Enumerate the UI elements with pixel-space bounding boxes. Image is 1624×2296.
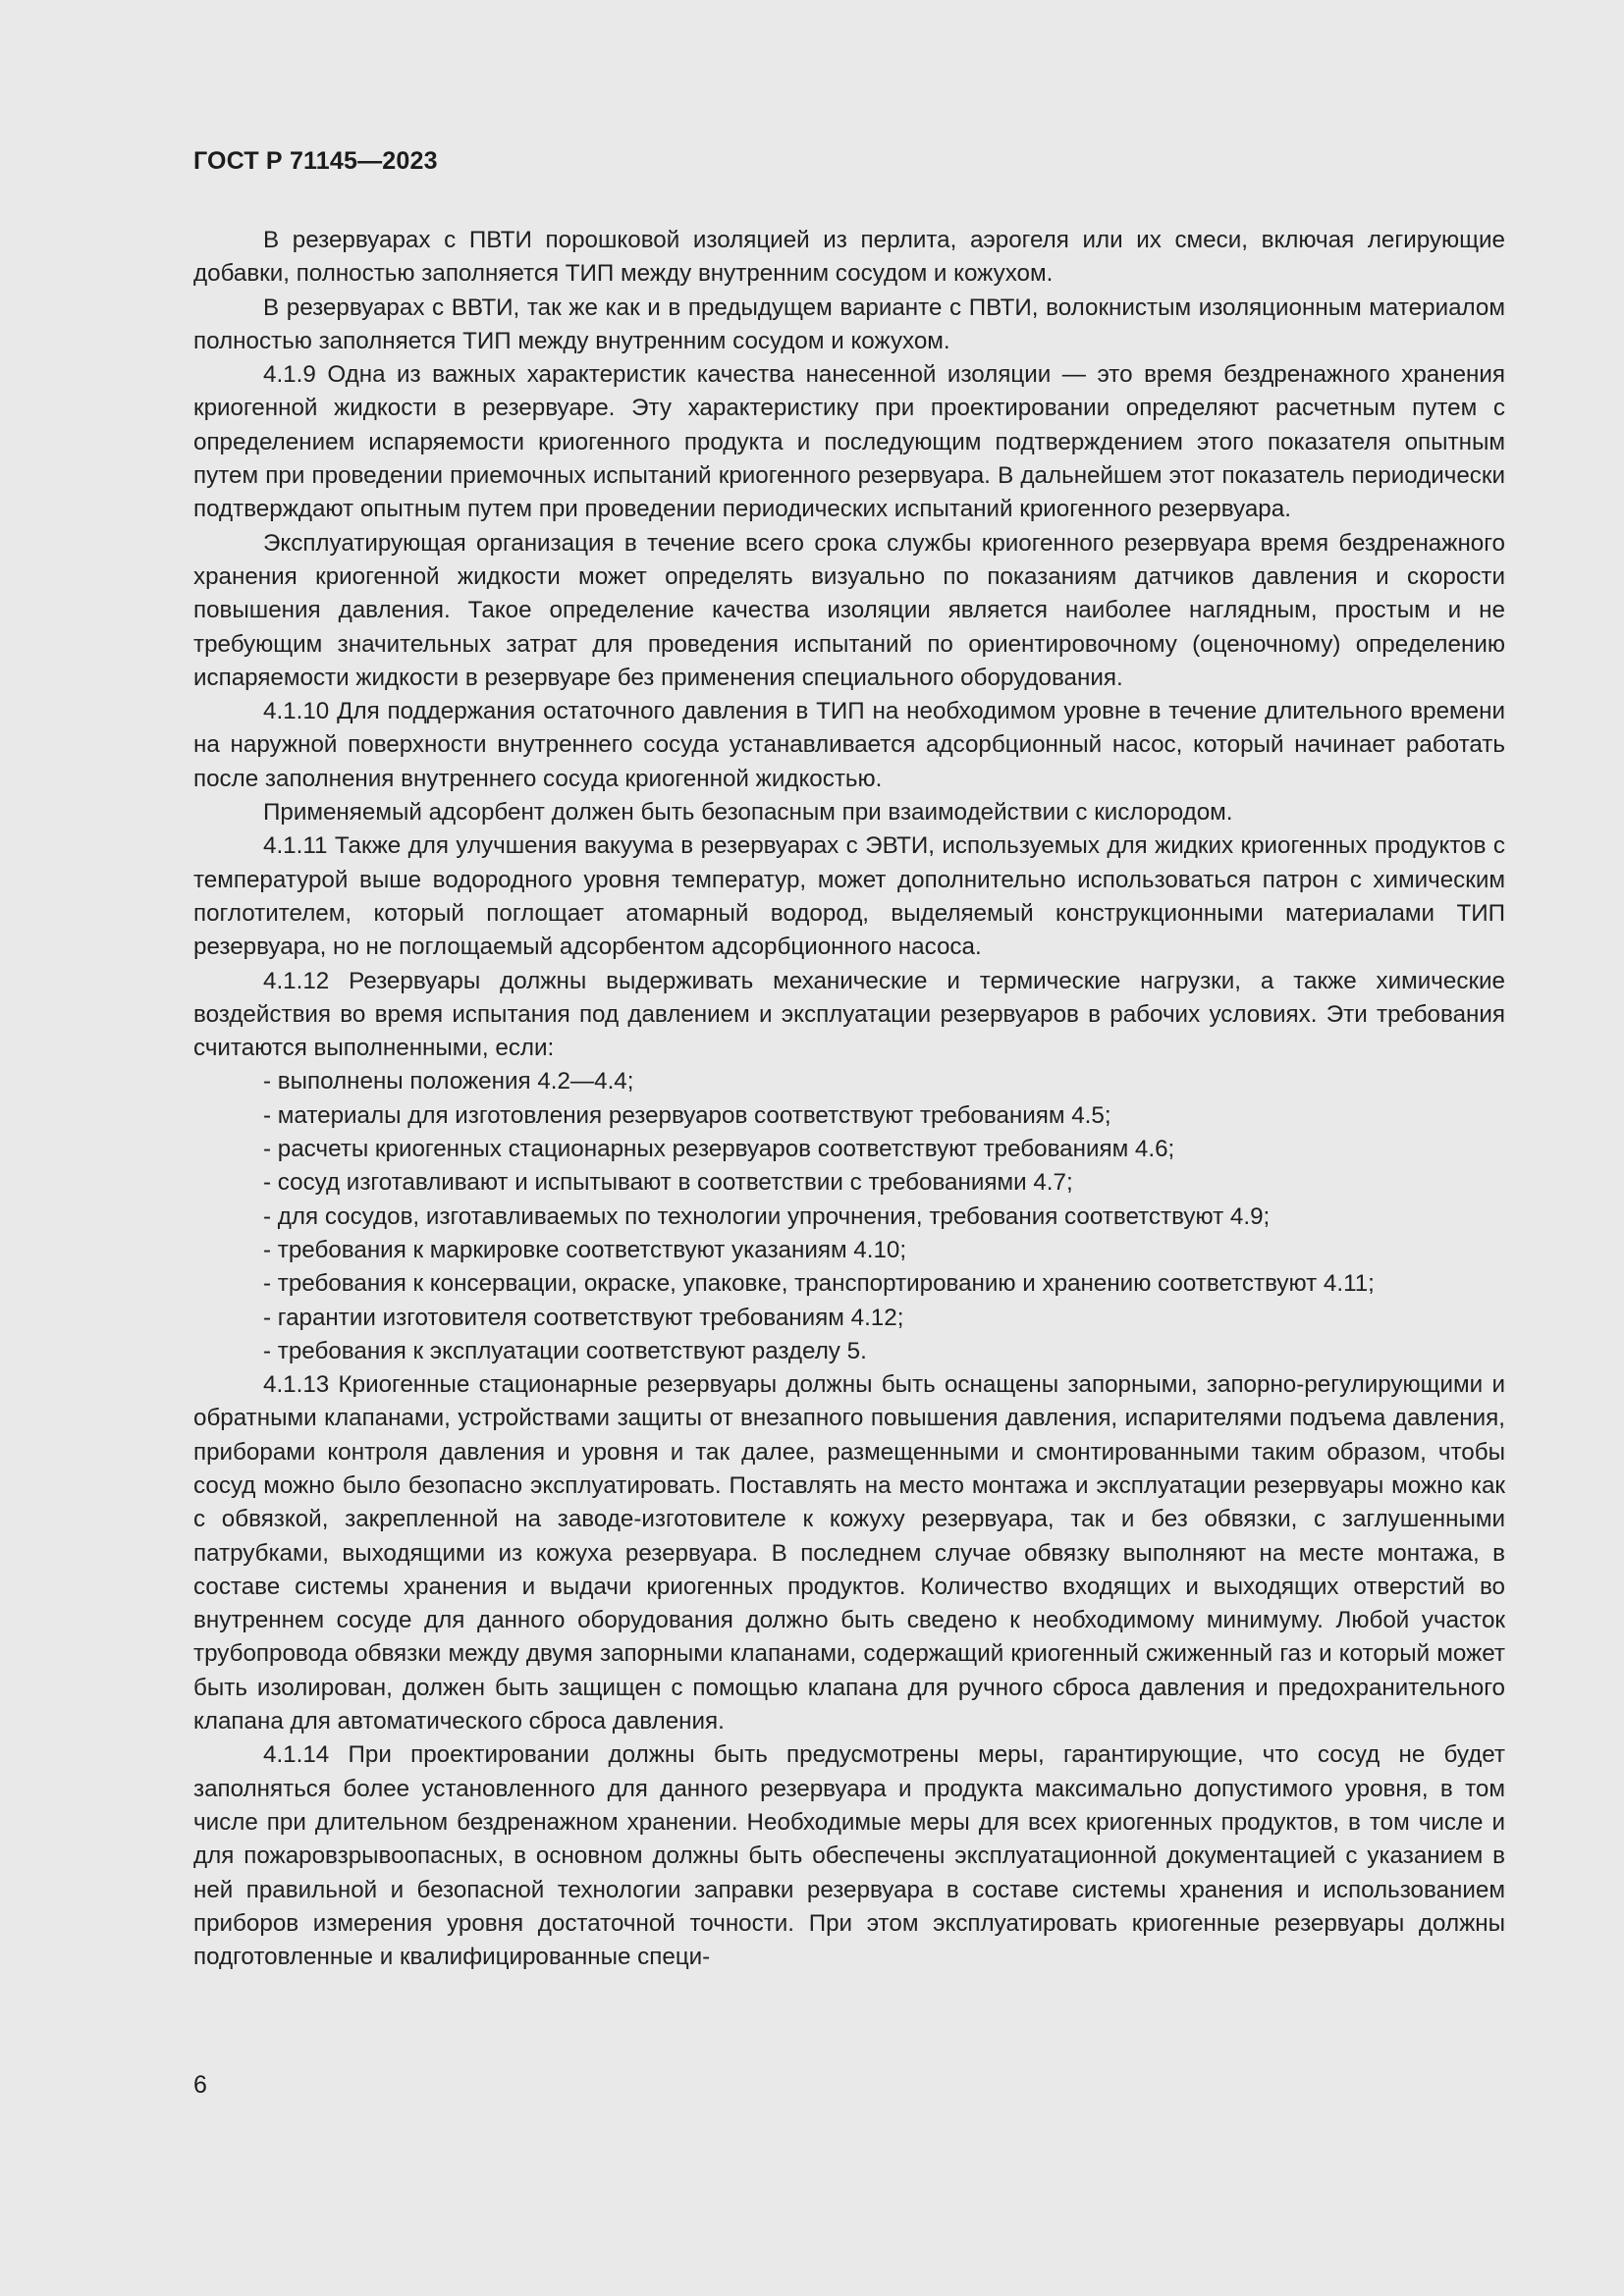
paragraph-vvti: В резервуарах с ВВТИ, так же как и в предыдущем варианте с ПВТИ, волокнистым изоляционным материалом полностью заполняется ТИП между внутренним сосудом и кожухом. — [193, 294, 1505, 354]
paragraph-4-1-12: 4.1.12 Резервуары должны выдерживать механические и термические нагрузки, а также химические воздействия во время испытания под давлением и эксплуатации резервуаров в рабочих условиях. Эти требования считаются выполненными, если: — [193, 967, 1505, 1062]
paragraph-4-1-13: 4.1.13 Криогенные стационарные резервуары должны быть оснащены запорными, запорно-регулирующими и обратными клапанами, устройствами защиты от внезапного повышения давления, испарителями подъема давления, приборами контроля давления и уровня и так далее, размещенными и смонтированными таким образом, чтобы сосуд можно было безопасно эксплуатировать. Поставлять на место монтажа и эксплуатации резервуары можно как с обвязкой, закрепленной на заводе-изготовителе к кожуху резервуара, так и без обвязки, с заглушенными патрубками, выходящими из кожуха резервуара. В последнем случае обвязку выполняют на месте монтажа, в составе системы хранения и выдачи криогенных продуктов. Количество входящих и выходящих отверстий во внутреннем сосуде для данного оборудования должно быть сведено к необходимому минимуму. Любой участок трубопровода обвязки между двумя запорными клапанами, содержащий криогенный сжиженный газ и который может быть изолирован, должен быть защищен с помощью клапана для ручного сброса давления и предохранительного клапана для автоматического сброса давления. — [193, 1371, 1505, 1735]
document-body — [193, 224, 1505, 1974]
paragraph-4-1-10: 4.1.10 Для поддержания остаточного давления в ТИП на необходимом уровне в течение длительного времени на наружной поверхности внутреннего сосуда устанавливается адсорбционный насос, который начинает работать после заполнения внутреннего сосуда криогенной жидкостью. — [193, 698, 1505, 792]
paragraph-4-1-9: 4.1.9 Одна из важных характеристик качества нанесенной изоляции — это время бездренажного хранения криогенной жидкости в резервуаре. Эту характеристику при проектировании определяют расчетным путем с определением испаряемости криогенного продукта и последующим подтверждением этого показателя опытным путем при проведении приемочных испытаний криогенного резервуара. В дальнейшем этот показатель периодически подтверждают опытным путем при проведении периодических испытаний криогенного резервуара. — [193, 361, 1505, 523]
list-item: - сосуд изготавливают и испытывают в соответствии с требованиями 4.7; — [263, 1169, 1073, 1197]
list-item: - расчеты криогенных стационарных резервуаров соответствуют требованиям 4.6; — [263, 1136, 1175, 1163]
paragraph-adsorbent: Применяемый адсорбент должен быть безопасным при взаимодействии с кислородом. — [263, 799, 1233, 827]
page-number: 6 — [193, 2071, 207, 2099]
paragraph-pvti: В резервуарах с ПВТИ порошковой изоляцией из перлита, аэрогеля или их смеси, включая легирующие добавки, полностью заполняется ТИП между внутренним сосудом и кожухом. — [193, 227, 1505, 288]
list-item: - гарантии изготовителя соответствуют требованиям 4.12; — [263, 1304, 904, 1331]
list-item: - материалы для изготовления резервуаров соответствуют требованиям 4.5; — [263, 1101, 1111, 1129]
list-item: - для сосудов, изготавливаемых по технологии упрочнения, требования соответствуют 4.9; — [263, 1202, 1271, 1230]
document-header: ГОСТ Р 71145—2023 — [193, 147, 438, 175]
list-item: - требования к консервации, окраске, упаковке, транспортированию и хранению соответствуют 4.11; — [263, 1270, 1375, 1298]
list-item: - требования к эксплуатации соответствуют разделу 5. — [263, 1337, 867, 1364]
paragraph-4-1-14: 4.1.14 При проектировании должны быть предусмотрены меры, гарантирующие, что сосуд не будет заполняться более установленного для данного резервуара и продукта максимально допустимого уровня, в том числе при длительном бездренажном хранении. Необходимые меры для всех криогенных продуктов, в том числе и для пожаровзрывоопасных, в основном должны быть обеспечены эксплуатационной документацией с указанием в ней правильной и безопасной технологии заправки резервуара в составе системы хранения и использованием приборов измерения уровня достаточной точности. При этом эксплуатировать криогенные резервуары должны подготовленные и квалифицированные специ- — [193, 1741, 1505, 1971]
paragraph-4-1-11: 4.1.11 Также для улучшения вакуума в резервуарах с ЭВТИ, используемых для жидких криогенных продуктов с температурой выше водородного уровня температур, может дополнительно использоваться патрон с химическим поглотителем, который поглощает атомарный водород, выделяемый конструкционными материалами ТИП резервуара, но не поглощаемый адсорбентом адсорбционного насоса. — [193, 832, 1505, 961]
list-item: - выполнены положения 4.2—4.4; — [263, 1068, 634, 1095]
paragraph-operating-org: Эксплуатирующая организация в течение всего срока службы криогенного резервуара время бездренажного хранения криогенной жидкости может определять визуально по показаниям датчиков давления и скорости повышения давления. Такое определение качества изоляции является наиболее наглядным, простым и не требующим значительных затрат для проведения испытаний по ориентировочному (оценочному) определению испаряемости жидкости в резервуаре без применения специального оборудования. — [193, 529, 1505, 691]
list-item: - требования к маркировке соответствуют указаниям 4.10; — [263, 1236, 907, 1263]
